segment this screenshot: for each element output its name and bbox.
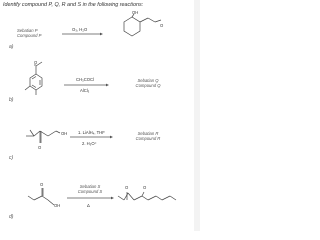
reaction-c-reagent-top: 1. LiAlH₄, THF [78,130,105,135]
product-a-oh: OH [132,10,139,15]
reaction-a-arrowhead [100,33,103,36]
part-c-label: c) [9,155,14,161]
product-d-structure [118,192,176,200]
sebatian-q-label: Sebatian Q [137,78,159,83]
product-a-structure [124,14,164,36]
question-text: Identify compound P, Q, R and S in the following reactions: [3,2,144,8]
sebatian-r-label: Sebatian R [137,131,159,136]
reactant-c-structure [26,130,60,143]
sebatian-s-label: Sebatian S [79,184,101,189]
reactant-d-o: O [40,182,44,187]
reactant-b-structure [25,62,42,95]
compound-s-label: Compound S [77,189,103,194]
reaction-c-arrowhead [110,136,113,139]
reaction-b-arrowhead [106,84,109,87]
product-a-o: O [160,23,164,28]
part-a-label: a) [9,44,14,50]
part-b-label: b) [9,97,14,103]
compound-p-label: Compound P [17,33,42,38]
reaction-d-arrowhead [111,197,114,200]
compound-r-label: Compound R [135,136,161,141]
product-d-o1: O [125,185,129,190]
reactant-d-structure [28,188,54,205]
reactant-c-o: O [38,145,42,150]
reactant-c-oh: OH [61,131,68,136]
part-d-label: d) [9,214,14,220]
sebatian-p-label: Sebatian P [17,28,38,33]
reaction-d-heat: Δ [87,203,90,208]
product-d-o2: O [143,185,147,190]
reactant-b-o: O [34,60,38,65]
reaction-c-reagent-bottom: 2. H₃O⁺ [82,141,97,146]
compound-q-label: Compound Q [135,83,161,88]
reaction-b-reagent-bottom: AlCl₃ [80,88,90,93]
reaction-a-reagent: O₃, H₂O [72,27,88,32]
reaction-b-reagent-top: CH₃COCl [76,77,94,82]
reactant-d-oh: OH [54,203,61,208]
